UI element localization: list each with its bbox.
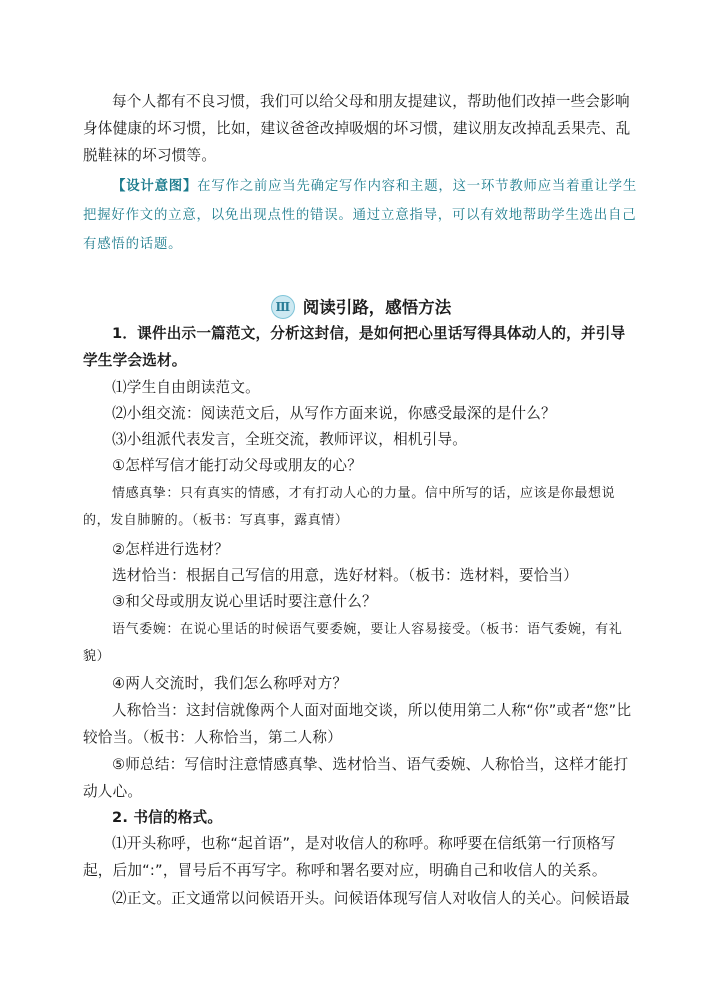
item-2-heading: 2. 书信的格式。	[112, 809, 223, 826]
section-heading	[0, 293, 722, 323]
step-class-sharing: ⑶小组派代表发言，全班交流，教师评议，相机引导。	[112, 431, 468, 448]
teacher-summary: ⑤师总结：写信时注意情感真挚、选材恰当、语气委婉、人称恰当，这样才能打动人心。	[83, 756, 629, 800]
format-salutation: ⑴开头称呼，也称“起首语”，是对收信人的称呼。称呼要在信纸第一行顶格写起，后加“:”，冒号后不再写字。称呼和署名要对应，明确自己和收信人的关系。	[83, 835, 616, 879]
question-2: ②怎样进行选材？	[112, 541, 229, 558]
design-intent-text: 在写作之前应当先确定写作内容和主题，这一环节教师应当着重让学生把握好作文的立意，以免出现点性的错误。通过立意指导，可以有效地帮助学生选出自己有感悟的话题。	[83, 179, 638, 252]
design-intent-tag: 【设计意图】	[112, 179, 198, 194]
design-intent-note	[83, 172, 639, 259]
answer-1: 情感真挚：只有真实的情感，才有打动人心的力量。信中所写的话，应该是你最想说的，发自肺腑的。（板书：写真事，露真情）	[83, 486, 616, 528]
answer-3: 语气委婉：在说心里话的时候语气要委婉，要让人容易接受。（板书：语气委婉，有礼貌）	[83, 622, 623, 664]
intro-paragraph: 每个人都有不良习惯，我们可以给父母和朋友提建议，帮助他们改掉一些会影响身体健康的坏习惯，比如，建议爸爸改掉吸烟的坏习惯，建议朋友改掉乱丢果壳、乱脱鞋袜的坏习惯等。	[83, 93, 631, 164]
item-1-heading: 1．课件出示一篇范文，分析这封信，是如何把心里话写得具体动人的，并引导学生学会选材。	[83, 325, 626, 369]
section-numeral-badge: Ⅲ	[271, 295, 295, 319]
question-3: ③和父母或朋友说心里话时要注意什么？	[112, 593, 377, 610]
answer-4: 人称恰当：这封信就像两个人面对面地交谈，所以使用第二人称“你”或者“您”比较恰当。（板书：人称恰当，第二人称）	[83, 702, 632, 746]
question-4: ④两人交流时，我们怎么称呼对方？	[112, 675, 348, 692]
answer-2: 选材恰当：根据自己写信的用意，选好材料。（板书：选材料，要恰当）	[112, 567, 579, 584]
question-1: ①怎样写信才能打动父母或朋友的心？	[112, 457, 362, 474]
step-read-aloud: ⑴学生自由朗读范文。	[112, 379, 260, 396]
section-title: 阅读引路，感悟方法	[302, 298, 452, 317]
step-group-discussion: ⑵小组交流：阅读范文后，从写作方面来说，你感受最深的是什么？	[112, 405, 556, 422]
format-body: ⑵正文。正文通常以问候语开头。问候语体现写信人对收信人的关心。问候语最	[112, 890, 630, 907]
